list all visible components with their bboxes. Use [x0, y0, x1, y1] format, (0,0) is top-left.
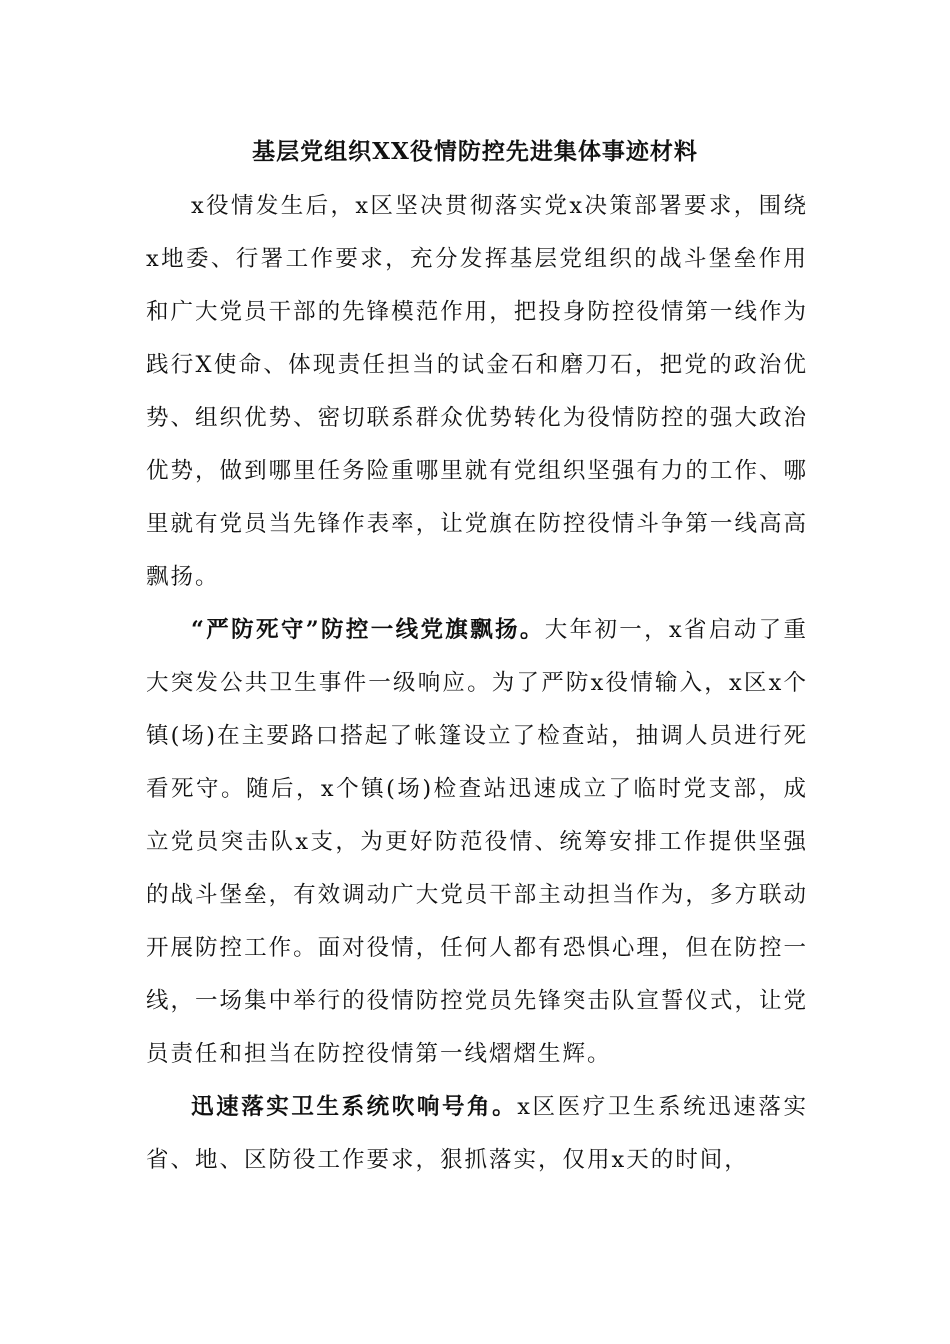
paragraph-3-text: x区医疗卫生系统迅速落实省、地、区防役工作要求，狠抓落实，仅用x天的时间，: [146, 1094, 808, 1173]
paragraph-1: [146, 180, 808, 604]
document-body: [146, 180, 808, 1187]
paragraph-2-lead: “严防死守”防控一线党旗飘扬。: [191, 617, 545, 643]
paragraph-1-text: x役情发生后，x区坚决贯彻落实党x决策部署要求，围绕x地委、行署工作要求，充分发挥基层党组织的战斗堡垒作用和广大党员干部的先锋模范作用，把投身防控役情第一线作为践行X使命、体现责任担当的试金石和磨刀石，把党的政治优势、组织优势、密切联系群众优势转化为役情防控的强大政治优势，做到哪里任务险重哪里就有党组织坚强有力的工作、哪里就有党员当先锋作表率，让党旗在防控役情斗争第一线高高飘扬。: [146, 193, 808, 590]
paragraph-3: [146, 1081, 808, 1187]
paragraph-2: [146, 604, 808, 1081]
paragraph-2-text: 大年初一，x省启动了重大突发公共卫生事件一级响应。为了严防x役情输入，x区x个镇(场)在主要路口搭起了帐篷设立了检查站，抽调人员进行死看死守。随后，x个镇(场)检查站迅速成立了临时党支部，成立党员突击队x支，为更好防范役情、统筹安排工作提供坚强的战斗堡垒，有效调动广大党员干部主动担当作为，多方联动开展防控工作。面对役情，任何人都有恐惧心理，但在防控一线，一场集中举行的役情防控党员先锋突击队宣誓仪式，让党员责任和担当在防控役情第一线熠熠生辉。: [146, 617, 808, 1067]
paragraph-3-lead: 迅速落实卫生系统吹响号角。: [191, 1094, 518, 1120]
document-title: 基层党组织XX役情防控先进集体事迹材料: [252, 138, 698, 165]
